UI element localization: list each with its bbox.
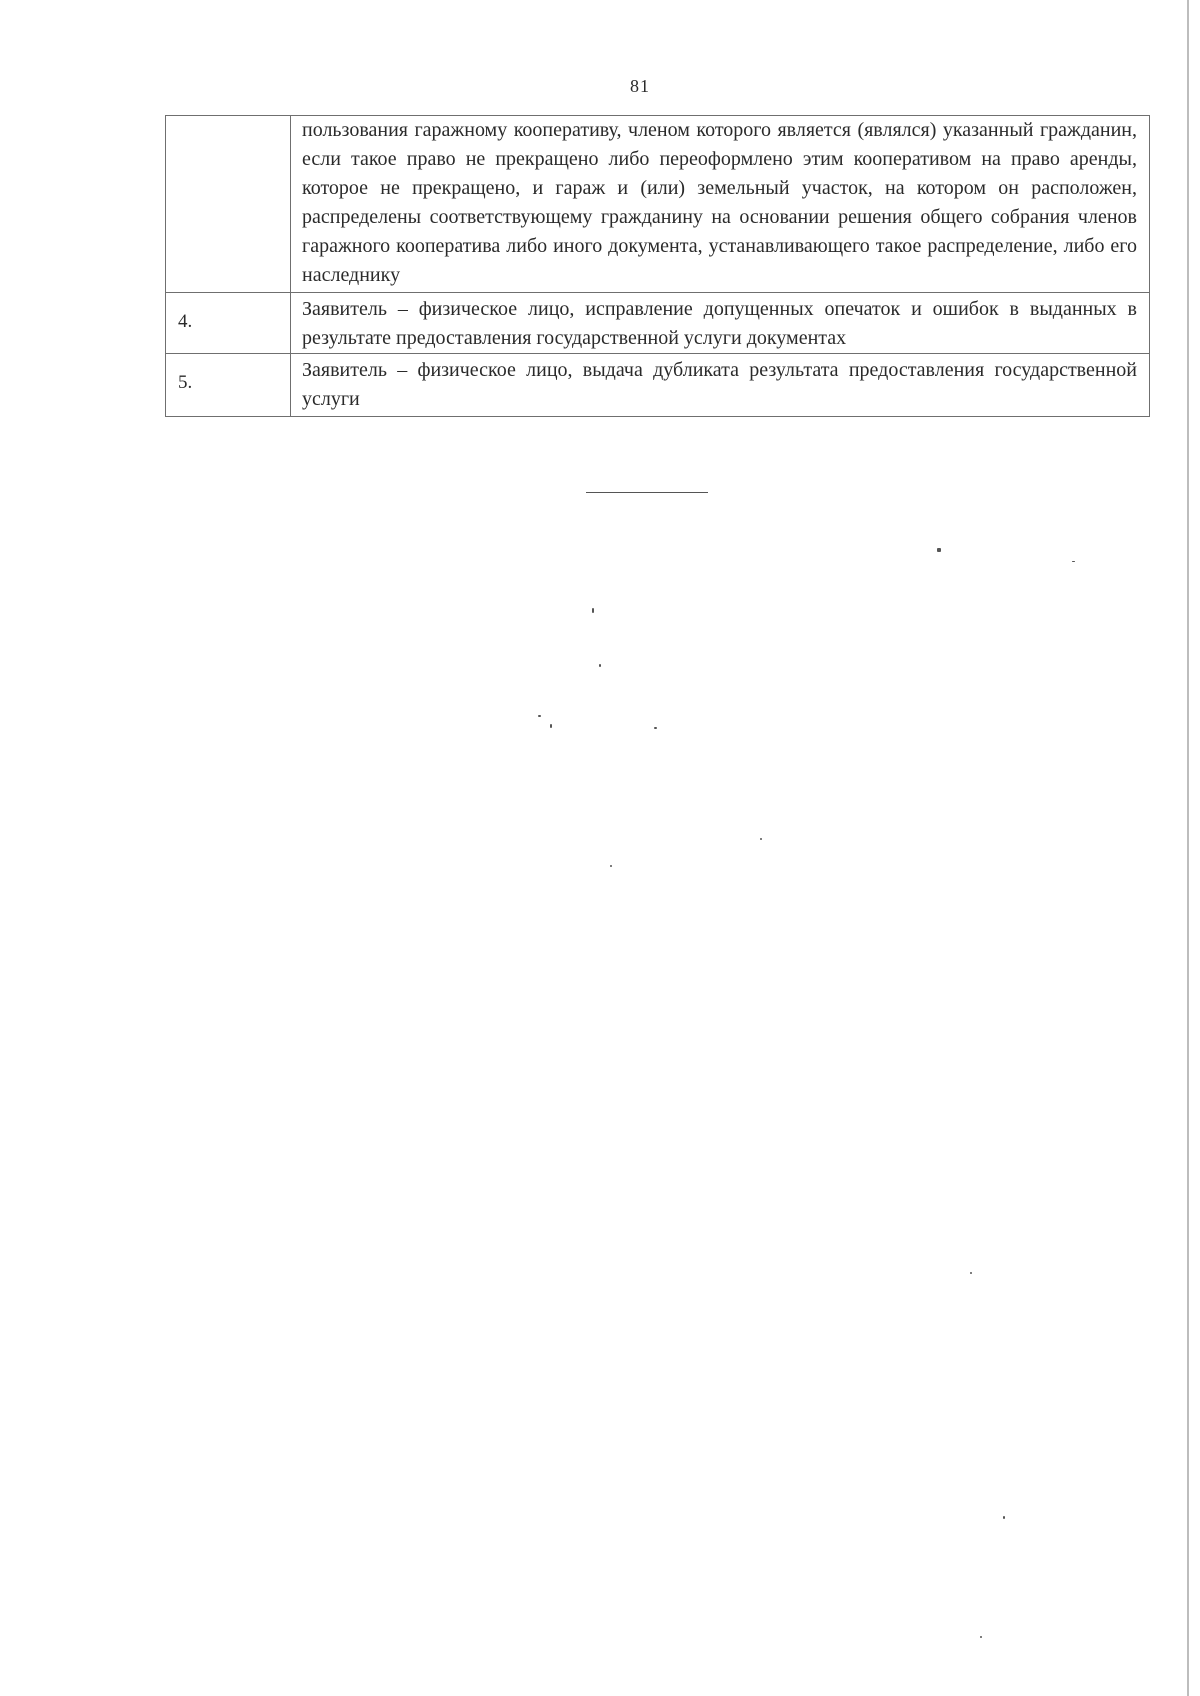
scan-speck (1003, 1516, 1005, 1519)
row-text: пользования гаражному кооперативу, членом которого является (являлся) указанный гражданин, если такое право не прекращено либо переоформлено этим кооперативом на право аренды, которое не прекращено, и гараж и (или) земельный участок, на котором он расположен, распределены соответствующему гражданину на основании решения общего собрания членов гаражного кооператива либо иного документа, устанавливающего такое распределение, либо его наследнику (302, 119, 1137, 286)
scan-speck (654, 727, 657, 729)
row-number-cell: 5. (166, 354, 291, 417)
applicant-table (165, 115, 1150, 417)
table-row (166, 293, 1150, 354)
table-row (166, 116, 1150, 293)
scan-speck (599, 664, 601, 667)
table-row (166, 354, 1150, 417)
scan-speck (760, 838, 762, 840)
page-number: 81 (630, 76, 650, 96)
scan-speck (610, 865, 612, 867)
closing-separator-line (586, 492, 708, 493)
scan-speck (538, 715, 541, 717)
row-text: Заявитель – физическое лицо, выдача дубликата результата предоставления государственной услуги (302, 359, 1137, 410)
row-text-cell (291, 354, 1150, 417)
row-text-cell (291, 116, 1150, 293)
row-text-cell (291, 293, 1150, 354)
row-text: Заявитель – физическое лицо, исправление допущенных опечаток и ошибок в выданных в результате предоставления государственной услуги документах (302, 298, 1137, 349)
scan-page-edge (1187, 0, 1189, 1696)
scan-speck (592, 608, 594, 613)
scan-speck (970, 1272, 972, 1274)
scan-speck (550, 724, 552, 728)
row-number-cell (166, 116, 291, 293)
scan-speck (980, 1636, 982, 1638)
scan-speck (1072, 561, 1075, 562)
scan-speck (937, 548, 941, 552)
row-number-cell: 4. (166, 293, 291, 354)
